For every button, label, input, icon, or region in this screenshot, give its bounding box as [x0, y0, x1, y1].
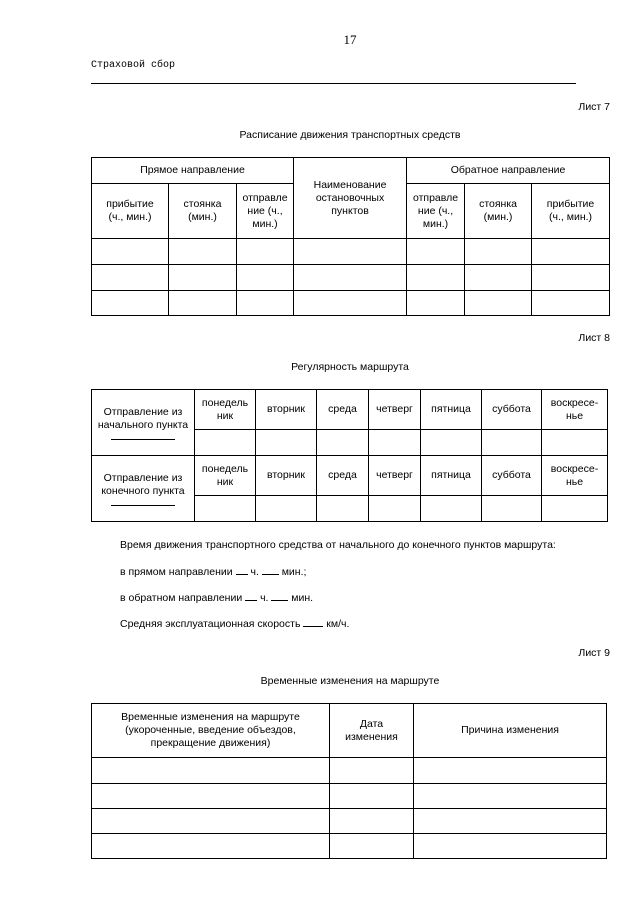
- schedule-table: [91, 157, 610, 316]
- forward-hours-unit: ч.: [250, 566, 259, 578]
- sheet8-title: Регулярность маршрута: [291, 361, 409, 373]
- forward-hours-blank: [236, 574, 248, 575]
- day-saturday: суббота: [482, 456, 542, 496]
- table-row: [92, 239, 610, 265]
- day-sunday: воскресе- нье: [542, 456, 608, 496]
- forward-arrival-header: прибытие (ч., мин.): [92, 184, 169, 239]
- forward-minutes-unit: мин.: [281, 566, 304, 578]
- departure-start-cell: [92, 390, 195, 456]
- reverse-hours-unit: ч.: [260, 592, 269, 604]
- day-sunday: воскресе- нье: [542, 390, 608, 430]
- page-number: 17: [343, 32, 357, 47]
- day-wednesday: среда: [317, 390, 369, 430]
- reverse-minutes-blank: [271, 600, 288, 601]
- day-saturday: суббота: [482, 390, 542, 430]
- departure-end-cell: [92, 456, 195, 522]
- stops-header: Наименование остановочных пунктов: [294, 158, 407, 239]
- departure-start-blank: [111, 439, 175, 440]
- day-monday: понедель ник: [195, 390, 256, 430]
- forward-direction-header: Прямое направление: [92, 158, 294, 184]
- day-thursday: четверг: [369, 456, 421, 496]
- sheet9-title: Временные изменения на маршруте: [260, 675, 440, 687]
- average-speed: [120, 618, 349, 630]
- reverse-arrival-header: прибытие (ч., мин.): [532, 184, 610, 239]
- reverse-departure-header: отправле ние (ч., мин.): [407, 184, 465, 239]
- table-row: [92, 784, 607, 809]
- table-row: [92, 834, 607, 859]
- day-wednesday: среда: [317, 456, 369, 496]
- day-monday: понедель ник: [195, 456, 256, 496]
- departure-end-blank: [111, 505, 175, 506]
- forward-minutes-blank: [262, 574, 279, 575]
- speed-prefix: Средняя эксплуатационная скорость: [120, 618, 301, 630]
- table-row: [92, 265, 610, 291]
- reverse-prefix: в обратном направлении: [120, 592, 243, 604]
- departure-end-label: Отправление из конечного пункта: [101, 471, 185, 497]
- sheet7-label: Лист 7: [578, 101, 610, 113]
- reverse-stop-header: стоянка (мин.): [465, 184, 532, 239]
- day-thursday: четверг: [369, 390, 421, 430]
- table-row: [92, 291, 610, 316]
- route-changes-table: [91, 703, 607, 859]
- changes-header: Временные изменения на маршруте (укороченные, введение объездов, прекращение движения): [92, 704, 330, 758]
- forward-stop-header: стоянка (мин.): [169, 184, 237, 239]
- reverse-minutes-unit: мин.: [291, 592, 314, 604]
- sheet8-label: Лист 8: [578, 332, 610, 344]
- forward-departure-header: отправле ние (ч., мин.): [237, 184, 294, 239]
- running-head: Страховой сбор: [91, 60, 176, 71]
- reverse-hours-blank: [245, 600, 257, 601]
- day-friday: пятница: [421, 456, 482, 496]
- speed-blank: [303, 626, 323, 627]
- speed-unit: км/ч.: [326, 618, 350, 630]
- forward-prefix: в прямом направлении: [120, 566, 233, 578]
- forward-travel-time: в прямом направлении ч. мин.;: [120, 566, 307, 578]
- reason-header: Причина изменения: [414, 704, 607, 758]
- regularity-table: [91, 389, 608, 522]
- sheet9-label: Лист 9: [578, 647, 610, 659]
- header-rule: [91, 83, 576, 84]
- departure-start-label: Отправление из начального пункта: [97, 405, 189, 431]
- travel-time-intro: Время движения транспортного средства от начального до конечного пунктов маршрута:: [120, 539, 556, 551]
- table-row: [92, 758, 607, 784]
- date-header: Дата изменения: [330, 704, 414, 758]
- reverse-direction-header: Обратное направление: [407, 158, 610, 184]
- reverse-travel-time: [120, 592, 313, 604]
- day-tuesday: вторник: [256, 456, 317, 496]
- day-friday: пятница: [421, 390, 482, 430]
- table-row: [92, 809, 607, 834]
- day-tuesday: вторник: [256, 390, 317, 430]
- sheet7-title: Расписание движения транспортных средств: [239, 129, 461, 141]
